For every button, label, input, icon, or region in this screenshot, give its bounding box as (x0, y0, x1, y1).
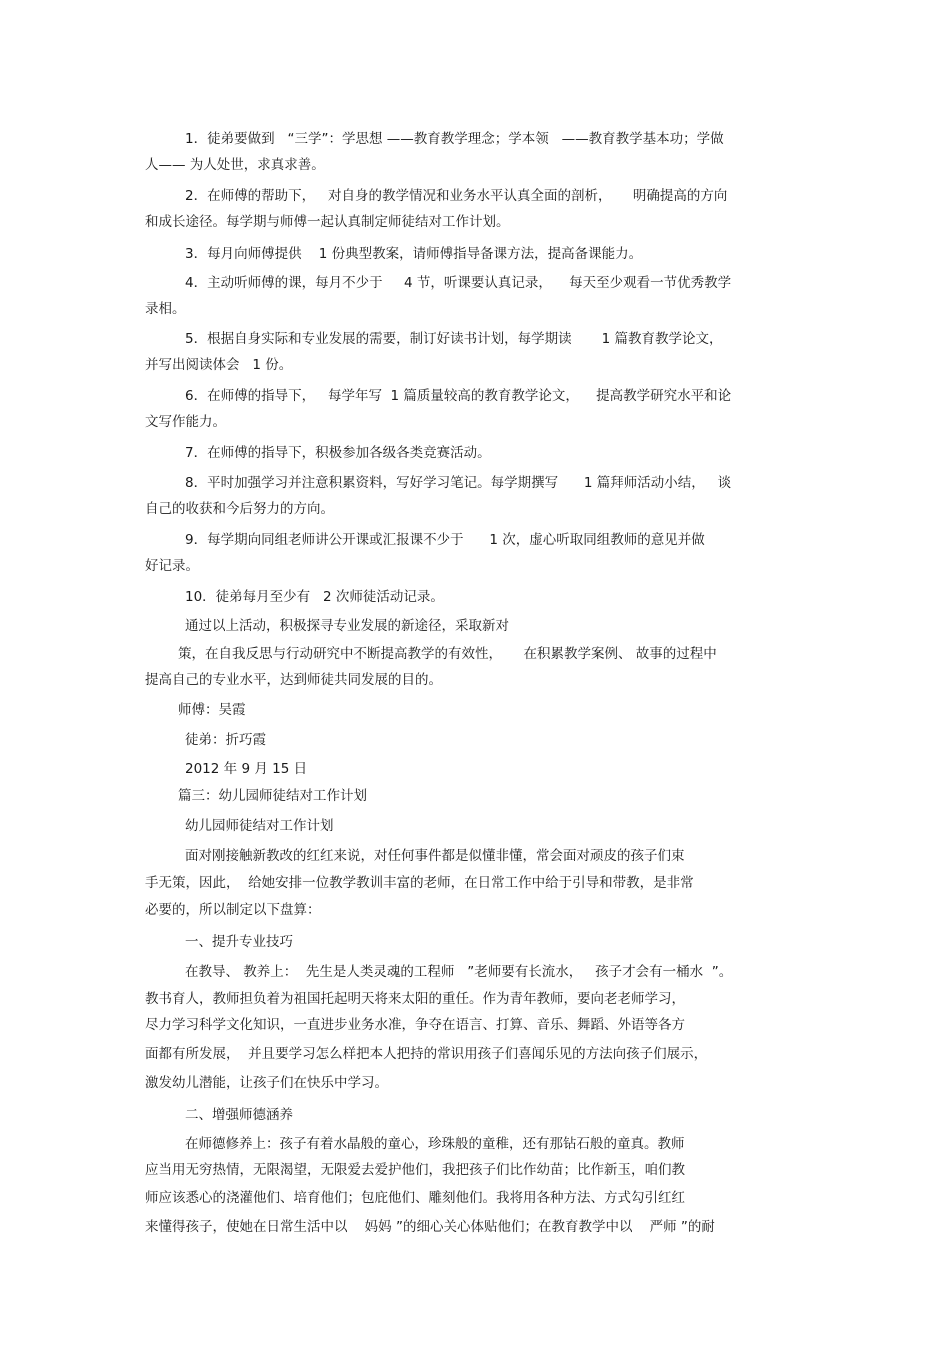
text-line: 尽力学习科学文化知识，一直进步业务水准，争夺在语言、打算、音乐、舞蹈、外语等各方 (145, 1017, 685, 1033)
text-line: 徒弟：折巧霞 (185, 732, 266, 748)
text-line: 2．在师傅的帮助下， 对自身的教学情况和业务水平认真全面的剖析， 明确提高的方向 (185, 188, 728, 204)
text-line: 自己的收获和今后努力的方向。 (145, 501, 334, 517)
text-line: 并写出阅读体会 1 份。 (145, 357, 293, 373)
text-line: 教书育人，教师担负着为祖国托起明天将来太阳的重任。作为青年教师，要向老老师学习， (145, 991, 685, 1007)
text-line: 篇三：幼儿园师徒结对工作计划 (178, 788, 367, 804)
text-line: 10．徒弟每月至少有 2 次师徒活动记录。 (185, 589, 444, 605)
text-line: 提高自己的专业水平，达到师徒共同发展的目的。 (145, 672, 442, 688)
text-line: 来懂得孩子，使她在日常生活中以 妈妈 ”的细心关心体贴他们；在教育教学中以 严师 ”的耐 (145, 1219, 715, 1235)
text-line: 一、提升专业技巧 (185, 934, 293, 950)
text-line: 师应该悉心的浇灌他们、培育他们；包庇他们、雕刻他们。我将用各种方法、方式勾引红红 (145, 1190, 685, 1206)
text-line: 激发幼儿潜能，让孩子们在快乐中学习。 (145, 1075, 388, 1091)
text-line: 3．每月向师傅提供 1 份典型教案，请师傅指导备课方法，提高备课能力。 (185, 246, 643, 262)
text-line: 应当用无穷热情，无限渴望，无限爱去爱护他们，我把孩子们比作幼苗；比作新玉，咱们教 (145, 1162, 685, 1178)
text-line: 手无策，因此， 给她安排一位教学教训丰富的老师，在日常工作中给于引导和带教，是非常 (145, 875, 694, 891)
text-line: 面对刚接触新教改的红红来说，对任何事件都是似懂非懂，常会面对顽皮的孩子们束 (185, 848, 685, 864)
text-line: 必要的，所以制定以下盘算： (145, 902, 321, 918)
text-line: 7．在师傅的指导下，积极参加各级各类竞赛活动。 (185, 445, 491, 461)
text-line: 面都有所发展， 并且要学习怎么样把本人把持的常识用孩子们喜闻乐见的方法向孩子们展示， (145, 1046, 708, 1062)
text-line: 在师德修养上：孩子有着水晶般的童心，珍珠般的童稚，还有那钻石般的童真。教师 (185, 1136, 685, 1152)
text-line: 通过以上活动，积极探寻专业发展的新途径，采取新对 (185, 618, 509, 634)
text-line: 6．在师傅的指导下， 每学年写 1 篇质量较高的教育教学论文， 提高教学研究水平和论 (185, 388, 732, 404)
text-line: 二、增强师德涵养 (185, 1107, 293, 1123)
text-line: 5．根据自身实际和专业发展的需要，制订好读书计划，每学期读 1 篇教育教学论文， (185, 331, 723, 347)
text-line: 4．主动听师傅的课，每月不少于 4 节，听课要认真记录， 每天至少观看一节优秀教学 (185, 275, 732, 291)
text-line: 师傅：吴霞 (178, 702, 246, 718)
text-line: 8．平时加强学习并注意积累资料，写好学习笔记。每学期撰写 1 篇拜师活动小结， 谈 (185, 475, 732, 491)
text-line: 好记录。 (145, 558, 199, 574)
text-line: 和成长途径。每学期与师傅一起认真制定师徒结对工作计划。 (145, 214, 510, 230)
text-line: 人—— 为人处世，求真求善。 (145, 157, 325, 173)
text-line: 在教导、 教养上： 先生是人类灵魂的工程师 ”老师要有长流水， 孩子才会有一桶水 ”。 (185, 964, 733, 980)
text-line: 2012 年 9 月 15 日 (185, 761, 308, 777)
text-line: 录相。 (145, 301, 186, 317)
text-line: 幼儿园师徒结对工作计划 (185, 818, 334, 834)
text-line: 文写作能力。 (145, 414, 226, 430)
text-line: 9．每学期向同组老师讲公开课或汇报课不少于 1 次，虚心听取同组教师的意见并做 (185, 532, 705, 548)
text-line: 策，在自我反思与行动研究中不断提高教学的有效性， 在积累教学案例、 故事的过程中 (178, 646, 717, 662)
text-line: 1．徒弟要做到 “三学”：学思想 ——教育教学理念；学本领 ——教育教学基本功；学做 (185, 131, 724, 147)
